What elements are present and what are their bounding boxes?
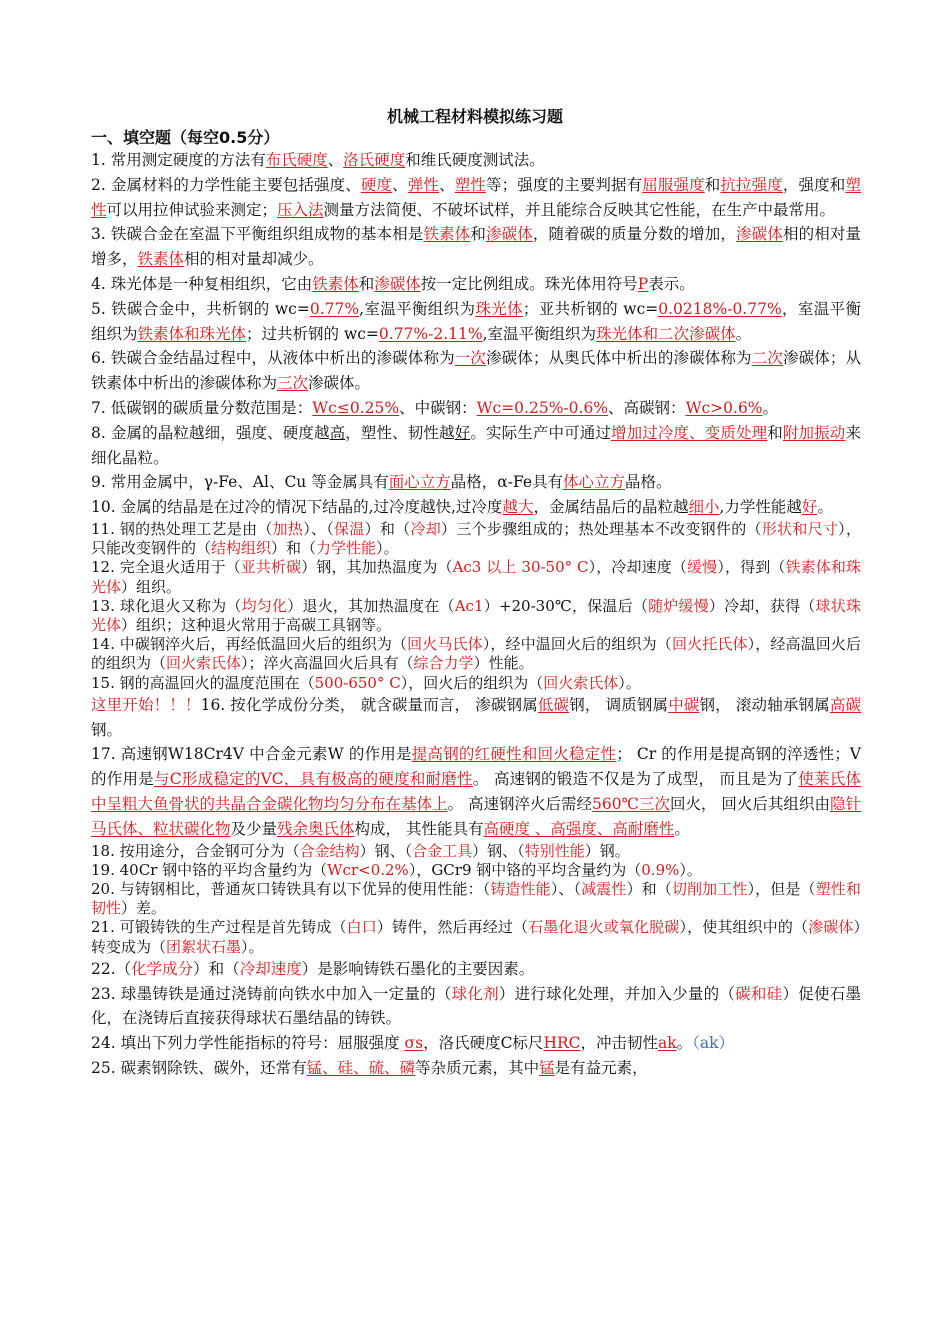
question-item <box>91 742 861 841</box>
question-text: 钢， 调质钢属 <box>569 695 669 714</box>
question-text: 和 <box>767 423 783 442</box>
answer-text: 渗碳体 <box>485 225 533 244</box>
answer-text: 合金结构 <box>299 841 360 860</box>
question-text: ,力学性能越 <box>719 498 802 517</box>
question-text: 7. 低碳钢的碳质量分数范围是： <box>91 398 313 417</box>
question-item <box>91 470 861 495</box>
question-text: 。 高速钢淬火后需经 <box>447 794 593 813</box>
question-text: 是有益元素， <box>554 1058 648 1077</box>
answer-text: 塑性 <box>454 175 486 194</box>
question-item <box>91 173 861 223</box>
answer-text: 结构组织 <box>211 539 272 558</box>
answer-text: 冷却速度 <box>239 959 302 978</box>
question-text: ）。 <box>618 673 641 692</box>
question-text: 、 <box>439 175 455 194</box>
answer-text: 铁素体 <box>137 250 185 269</box>
answer-text: 洛氏硬度 <box>343 151 406 169</box>
question-text: 17. 高速钢W18Cr4V 中合金元素W 的作用是 <box>91 745 412 764</box>
question-item <box>91 693 861 743</box>
answer-text: Wcr<0.2% <box>327 860 409 879</box>
answer-text: 抗拉强度 <box>720 175 783 194</box>
question-text: 9. 常用金属中，γ-Fe、Al、Cu 等金属具有 <box>91 473 389 492</box>
question-text: ），冷却速度（ <box>588 558 688 577</box>
answer-text: 加热 <box>272 519 304 538</box>
question-item <box>91 842 861 861</box>
question-text: 测量方法简便、不破坏试样，并且能综合反映其它性能，在生产中最常用。 <box>323 200 836 219</box>
question-text: 12. 完全退火适用于（ <box>91 558 241 577</box>
answer-text: 铸造性能 <box>490 879 551 898</box>
answer-text: 冷却 <box>410 519 441 538</box>
question-text: ）；淬火高温回火后具有（ <box>241 654 414 673</box>
question-item <box>91 272 861 297</box>
question-text: ； Cr 的作用是提高钢的淬透性；V 的作用是 <box>91 745 861 789</box>
question-text: ）+20-30℃，保温后（ <box>483 596 649 615</box>
answer-text: 渗碳体 <box>736 225 783 244</box>
answer-text: 0.9% <box>641 860 680 879</box>
answer-text: 铁素体 <box>312 274 359 293</box>
question-text: ，随着碳的质量分数的增加， <box>532 225 737 244</box>
question-text: 10. 金属的结晶是在过冷的情况下结晶的,过冷度越快,过冷度 <box>91 498 503 517</box>
answer-text: 随炉缓慢 <box>648 596 709 615</box>
answer-text: P <box>637 274 649 293</box>
answer-text: 锰、硅、硫、磷 <box>306 1058 416 1077</box>
question-text: 。 <box>817 498 833 517</box>
question-text: ）组织。 <box>121 577 182 596</box>
question-item <box>91 861 861 880</box>
question-text: ），但是（ <box>747 879 816 898</box>
question-text: 晶格，α-Fe具有 <box>450 473 564 492</box>
question-text: ）和（ <box>626 879 672 898</box>
answer-text: 使莱氏体中呈粗大鱼骨状的共晶合金碳化物均匀分布在基体上 <box>91 770 861 813</box>
question-text: ，冲击韧性 <box>580 1034 659 1053</box>
answer-text: 特别性能 <box>524 841 585 860</box>
question-text: ；过共析钢的 wc= <box>246 324 379 343</box>
question-text: ）钢、（ <box>472 841 525 860</box>
question-text: ）退火，其加热温度在（ <box>287 596 455 615</box>
answer-text: 铁素体和珠光体 <box>137 324 247 343</box>
question-text: 、中碳钢： <box>399 398 477 417</box>
question-text: ）三个步骤组成的；热处理基本不改变钢件的（ <box>441 519 762 538</box>
answer-text: 石墨化退火或氧化脱碳 <box>528 918 680 937</box>
question-text: 晶格。 <box>625 473 672 492</box>
question-text: ）钢、（ <box>359 841 413 860</box>
answer-text: 好 <box>801 498 818 517</box>
question-text: 可以用拉伸试验来测定； <box>106 200 278 219</box>
answer-text: 面心立方 <box>388 473 451 492</box>
note-text: （ak） <box>692 1034 735 1053</box>
answer-text: 铁素体 <box>423 225 471 244</box>
answer-text: 0.77% <box>309 299 360 318</box>
answer-text: 提高钢的红硬性和回火稳定性 <box>411 745 617 764</box>
answer-text: 形状和尺寸 <box>761 519 839 538</box>
question-text: ）。 <box>241 937 264 956</box>
question-text: 22.（ <box>91 959 132 978</box>
question-item <box>91 1031 861 1056</box>
answer-text: 碳和硅 <box>735 984 783 1003</box>
question-text: 24. 填出下列力学性能指标的符号：屈服强度 <box>91 1034 405 1053</box>
answer-text: 白口 <box>346 918 377 937</box>
answer-text: 增加过冷度、变质处理 <box>610 423 768 442</box>
question-text: ）。 <box>679 860 702 879</box>
question-item <box>91 558 861 596</box>
answer-text: 体心立方 <box>563 473 626 492</box>
question-item <box>91 597 861 635</box>
document-title: 机械工程材料模拟练习题 <box>386 107 563 126</box>
answer-text: 团絮状石墨 <box>166 937 242 956</box>
question-text: ,室温平衡组织为 <box>359 299 476 318</box>
question-text: 21. 可锻铸铁的生产过程是首先铸成（ <box>91 918 347 937</box>
answer-text: 锰 <box>539 1058 555 1077</box>
question-text: 20. 与铸钢相比，普通灰口铸铁具有以下优异的使用性能：（ <box>91 879 491 898</box>
question-list <box>91 148 861 1081</box>
answer-text: 球化剂 <box>451 984 499 1003</box>
answer-text: 这里开始！！！ <box>91 695 201 714</box>
answer-text: 弹性 <box>407 175 440 194</box>
question-text: ），只能改变钢件的（ <box>91 519 861 558</box>
answer-text: 中碳 <box>668 695 700 714</box>
question-text: ）冷却，获得（ <box>708 596 816 615</box>
question-text: 8. 金属的晶粒越细，强度、硬度越 <box>91 423 330 442</box>
question-text: 4. 珠光体是一种复相组织，它由 <box>91 274 313 293</box>
answer-text: 回火索氏体 <box>166 654 242 673</box>
question-text: ）和（ <box>364 519 411 538</box>
question-text: 25. 碳素钢除铁、碳外，还常有 <box>91 1058 307 1077</box>
answer-text: 560℃三次 <box>592 794 670 813</box>
answer-text: 塑性和韧性 <box>91 879 861 918</box>
answer-text: 化学成分 <box>131 959 194 978</box>
question-text: 相的相对量增多， <box>91 225 861 269</box>
answer-text: 隐针马氏体、粒状碳化物 <box>91 794 861 838</box>
question-text: ），得到（ <box>717 558 786 577</box>
question-text: ，塑性、韧性越 <box>345 423 455 442</box>
question-text: 16. 按化学成份分类， 就含碳量而言， 渗碳钢属 <box>200 695 538 714</box>
answer-text: 500-650° C <box>314 673 401 692</box>
answer-text: 三次 <box>277 374 309 393</box>
answer-text: HRC <box>543 1034 581 1053</box>
answer-text: 切削加工性 <box>671 879 748 898</box>
question-text: 。 <box>735 324 752 343</box>
answer-text: 珠光体和二次渗碳体 <box>596 324 736 343</box>
question-item <box>91 148 861 173</box>
question-item <box>91 520 861 558</box>
question-text: 钢。 <box>91 720 123 739</box>
question-text: ）差。 <box>121 899 167 918</box>
question-text: 11. 钢的热处理工艺是由（ <box>91 519 273 538</box>
question-text: 表示。 <box>648 274 695 293</box>
answer-text: 越大 <box>502 498 534 517</box>
question-item <box>91 495 861 520</box>
question-text: 相的相对量却减少。 <box>184 250 324 269</box>
question-text: 渗碳体。 <box>308 374 371 393</box>
question-text: ）钢。 <box>584 841 630 860</box>
answer-text: 回火索氏体 <box>543 673 619 692</box>
question-text: 钢， 滚动轴承钢属 <box>699 695 830 714</box>
answer-text: 回火托氏体 <box>671 635 748 654</box>
question-text: ）。 <box>376 539 399 558</box>
answer-text: 硬度 <box>360 175 393 194</box>
question-text: ）钢，其加热温度为（ <box>301 558 453 577</box>
question-text: 1. 常用测定硬度的方法有 <box>91 151 266 169</box>
question-text: 和 <box>704 175 721 194</box>
answer-text: 高硬度 、高强度、高耐磨性 <box>483 819 675 838</box>
answer-text: 亚共析碳 <box>240 558 302 577</box>
question-item <box>91 346 861 396</box>
answer-text: 力学性能 <box>316 539 377 558</box>
question-text: ）、（ <box>303 519 335 538</box>
answer-text: 好 <box>454 423 471 442</box>
question-text: ），GCr9 钢中铬的平均含量约为（ <box>408 860 642 879</box>
question-text: ）和（ <box>271 539 317 558</box>
answer-text: 塑性 <box>91 175 861 219</box>
answer-text: 低碳 <box>537 695 570 714</box>
answer-text: 渗碳体 <box>374 274 421 293</box>
answer-text: 均匀化 <box>241 596 288 615</box>
answer-text: 一次 <box>454 349 486 368</box>
question-text: 23. 球墨铸铁是通过浇铸前向铁水中加入一定量的（ <box>91 984 452 1003</box>
question-text: ），使其组织中的（ <box>679 918 809 937</box>
question-text: 。 <box>762 398 779 417</box>
question-text: 构成， 其性能具有 <box>354 819 484 838</box>
question-text: ），回火后的组织为（ <box>400 673 544 692</box>
answer-text: σs <box>404 1034 424 1053</box>
answer-text: Wc=0.25%-0.6% <box>476 398 609 417</box>
answer-text: Wc≤0.25% <box>312 398 400 417</box>
question-text: 2. 金属材料的力学性能主要包括强度、 <box>91 175 361 194</box>
question-text: 及少量 <box>230 819 278 838</box>
question-text: ）性能。 <box>473 654 534 673</box>
answer-text: 缓慢 <box>687 558 718 577</box>
answer-text: 减震性 <box>581 879 627 898</box>
question-item <box>91 918 861 956</box>
answer-text: 0.77%-2.11% <box>378 324 483 343</box>
answer-text: 二次 <box>751 349 783 368</box>
answer-text: 布氏硬度 <box>265 151 328 169</box>
question-text: 和 <box>470 225 486 244</box>
question-text: 13. 球化退火又称为（ <box>91 596 242 615</box>
answer-text: 残余奥氏体 <box>277 819 355 838</box>
answer-text: 渗碳体 <box>808 918 854 937</box>
answer-text: 屈服强度 <box>642 175 705 194</box>
answer-text: 珠光体 <box>475 299 523 318</box>
question-text: 5. 铁碳合金中，共析钢的 wc= <box>91 299 310 318</box>
question-text: 18. 按用途分，合金钢可分为（ <box>91 841 300 860</box>
answer-text: 与C形成稳定的VC，具有极高的硬度和耐磨性 <box>154 770 473 789</box>
question-text: 6. 铁碳合金结晶过程中，从液体中析出的渗碳体称为 <box>91 349 455 368</box>
question-item <box>91 880 861 918</box>
question-item <box>91 297 861 347</box>
question-text: 回火， 回火后其组织由 <box>669 794 830 813</box>
question-item <box>91 957 861 982</box>
question-text: ）铸件，然后再经过（ <box>376 918 529 937</box>
question-text: ，室温平衡组织为 <box>91 299 861 343</box>
question-item <box>91 674 861 693</box>
question-text: 3. 铁碳合金在室温下平衡组织组成物的基本相是 <box>91 225 424 244</box>
question-text: ），经高温回火后的组织为（ <box>91 635 861 673</box>
question-item <box>91 982 861 1032</box>
question-text: ）转变成为（ <box>91 918 861 956</box>
question-text: 19. 40Cr 钢中铬的平均含量约为（ <box>91 860 328 879</box>
question-text: 、 <box>392 175 408 194</box>
answer-text: ak <box>658 1034 677 1053</box>
question-item <box>91 635 861 673</box>
answer-text: 高 <box>329 423 346 442</box>
question-text: 和维氏硬度测试法。 <box>405 151 545 169</box>
answer-text: Ac1 <box>454 596 484 615</box>
question-text: 。 <box>676 1034 693 1053</box>
question-item <box>91 1056 861 1081</box>
question-text: ）、（ <box>550 879 582 898</box>
question-text: ），经中温回火后的组织为（ <box>482 635 672 654</box>
section-heading: 一、填空题（每空0.5分） <box>91 128 280 147</box>
question-text: ；亚共析钢的 wc= <box>522 299 659 318</box>
question-text: ）进行球化处理，并加入少量的（ <box>498 984 736 1003</box>
question-text: 等；强度的主要判据有 <box>485 175 643 194</box>
answer-text: Wc>0.6% <box>685 398 763 417</box>
question-text: ）促使石墨化，在浇铸后直接获得球状石墨结晶的铸铁。 <box>91 984 861 1028</box>
question-text: ）和（ <box>193 959 240 978</box>
answer-text: 高碳 <box>829 695 861 714</box>
answer-text: 球状珠光体 <box>91 596 861 634</box>
question-item <box>91 421 861 471</box>
question-text: ，洛氏硬度C标尺 <box>423 1034 544 1053</box>
question-text: 15. 钢的高温回火的温度范围在（ <box>91 673 315 692</box>
question-text: 。实际生产中可通过 <box>470 423 611 442</box>
question-text: 按一定比例组成。珠光体用符号 <box>420 274 638 293</box>
question-text: 等杂质元素，其中 <box>415 1058 540 1077</box>
answer-text: 合金工具 <box>412 841 473 860</box>
question-item <box>91 396 861 421</box>
question-text: 、 <box>327 151 344 169</box>
question-text: 来细化晶粒。 <box>91 423 861 467</box>
answer-text: 保温 <box>334 519 365 538</box>
question-text: 和 <box>358 274 375 293</box>
question-text: 渗碳体；从奥氏体中析出的渗碳体称为 <box>485 349 752 368</box>
answer-text: 铁素体和珠光体 <box>91 558 861 596</box>
question-text: ）是影响铸铁石墨化的主要因素。 <box>301 959 535 978</box>
question-text: 。 <box>674 819 690 838</box>
answer-text: 压入法 <box>277 200 324 219</box>
question-text: 。 高速钢的锻造不仅是为了成型， 而且是为了 <box>472 770 799 789</box>
question-text: 、高碳钢： <box>608 398 686 417</box>
answer-text: 附加振动 <box>782 423 846 442</box>
question-item <box>91 222 861 272</box>
answer-text: 综合力学 <box>413 654 474 673</box>
answer-text: 细小 <box>688 498 720 517</box>
answer-text: 0.0218%-0.77% <box>658 299 782 318</box>
question-text: ）组织；这种退火常用于高碳工具钢等。 <box>121 615 392 634</box>
question-text: ，金属结晶后的晶粒越 <box>533 498 689 517</box>
question-text: 渗碳体；从铁素体中析出的渗碳体称为 <box>91 349 861 393</box>
question-text: ,室温平衡组织为 <box>482 324 597 343</box>
answer-text: 回火马氏体 <box>407 635 483 654</box>
question-text: ，强度和 <box>782 175 846 194</box>
question-text: 14. 中碳钢淬火后，再经低温回火后的组织为（ <box>91 635 408 654</box>
answer-text: Ac3 以上 30-50° C <box>452 558 589 577</box>
